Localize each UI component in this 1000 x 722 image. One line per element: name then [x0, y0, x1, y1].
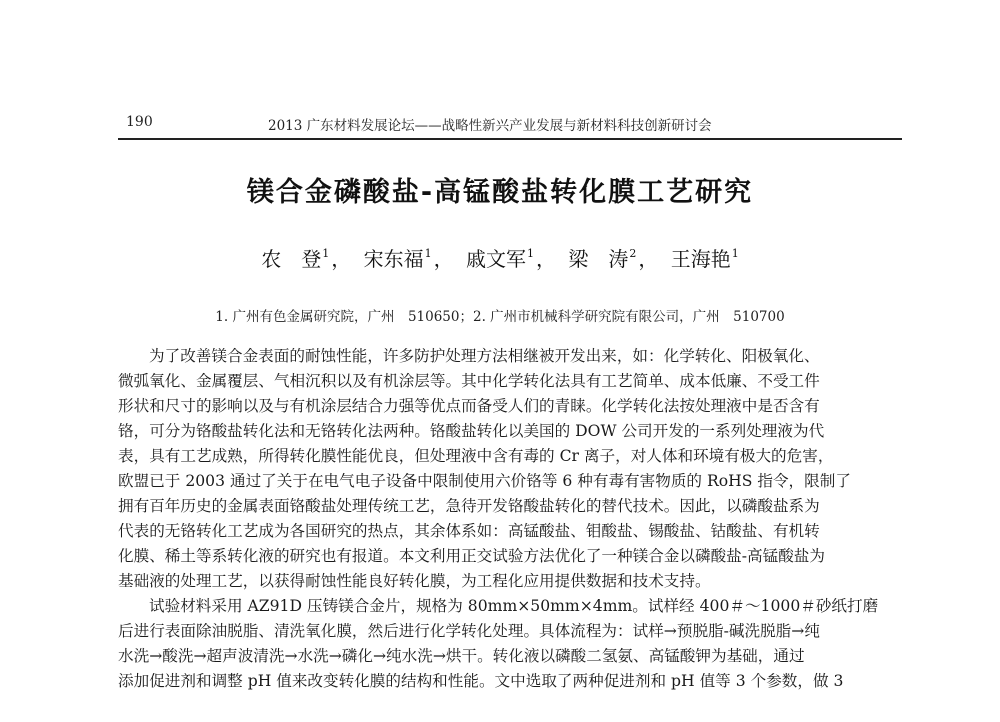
text-line: 表，具有工艺成熟，所得转化膜性能优良，但处理液中含有毒的 Cr 离子，对人体和环境有极大的危害， [118, 447, 834, 465]
author-separator: ， [433, 247, 454, 271]
paper-title: 镁合金磷酸盐-高锰酸盐转化膜工艺研究 [246, 177, 754, 208]
text-line: 后进行表面除油脱脂、清洗氧化膜，然后进行化学转化处理。具体流程为：试样→预脱脂-碱洗脱脂→纯 [118, 622, 820, 640]
author-separator: ， [331, 247, 352, 271]
text-line: 化膜、稀土等系转化液的研究也有报道。本文利用正交试验方法优化了一种镁合金以磷酸盐-高锰酸盐为 [118, 547, 825, 565]
author-name: 王海艳$^1$ [670, 247, 739, 271]
text-line: 形状和尺寸的影响以及与有机涂层结合力强等优点而备受人们的青睐。化学转化法按处理液中是否含有 [118, 397, 820, 415]
author-separator: ， [536, 247, 556, 271]
author-name: 戚文军$^1$ [466, 247, 534, 271]
running-head-title: 2013 广东材料发展论坛——战略性新兴产业发展与新材料科技创新研讨会 [268, 118, 712, 134]
text-line: 欧盟已于 2003 通过了关于在电气电子设备中限制使用六价铬等 6 种有毒有害物质的 RoHS 指令，限制了 [118, 472, 851, 490]
text-line: 微弧氧化、金属覆层、气相沉积以及有机涂层等。其中化学转化法具有工艺简单、成本低廉、不受工件 [118, 372, 820, 390]
affiliations: 1. 广州有色金属研究院，广州 510650；2. 广州市机械科学研究院有限公司，广州 510700 [215, 309, 785, 325]
text-line: 为了改善镁合金表面的耐蚀性能，许多防护处理方法相继被开发出来，如：化学转化、阳极氧化、 [149, 347, 820, 365]
text-line: 铬，可分为铬酸盐转化法和无铬转化法两种。铬酸盐转化以美国的 DOW 公司开发的一系列处理液为代 [118, 422, 825, 440]
text-line: 水洗→酸洗→超声波清洗→水洗→磷化→纯水洗→烘干。转化液以磷酸二氢氨、高锰酸钾为基础，通过 [118, 647, 805, 665]
affiliation-mark: 2 [629, 247, 637, 260]
text-line: 添加促进剂和调整 pH 值来改变转化膜的结构和性能。文中选取了两种促进剂和 pH 值等 3 个参数，做 3 [118, 672, 844, 690]
affiliation-mark: 1 [322, 247, 330, 260]
paragraph-intro [118, 344, 902, 594]
affiliation-mark: 1 [527, 247, 534, 260]
author-name: 梁 涛$^2$ [568, 247, 637, 271]
paragraph-method [118, 594, 902, 694]
text-line: 代表的无铬转化工艺成为各国研究的热点，其余体系如：高锰酸盐、钼酸盐、锡酸盐、钴酸盐、有机转 [118, 522, 820, 540]
page-number: 190 [126, 114, 153, 130]
text-line: 拥有百年历史的金属表面铬酸盐处理传统工艺，急待开发铬酸盐转化的替代技术。因此，以磷酸盐系为 [118, 497, 820, 515]
running-header [118, 112, 902, 140]
body-text [118, 344, 902, 694]
affiliation-mark: 1 [731, 247, 739, 260]
affiliation-mark: 1 [424, 247, 432, 260]
author-name: 宋东福$^1$ [363, 247, 432, 271]
author-list [0, 243, 1000, 272]
text-line: 试验材料采用 AZ91D 压铸镁合金片，规格为 80mm×50mm×4mm。试样经 400＃～1000＃砂纸打磨 [149, 597, 879, 615]
author-separator: ， [638, 247, 659, 271]
text-line: 基础液的处理工艺，以获得耐蚀性能良好转化膜，为工程化应用提供数据和技术支持。 [118, 572, 711, 590]
author-name: 农 登$^1$ [261, 247, 330, 271]
